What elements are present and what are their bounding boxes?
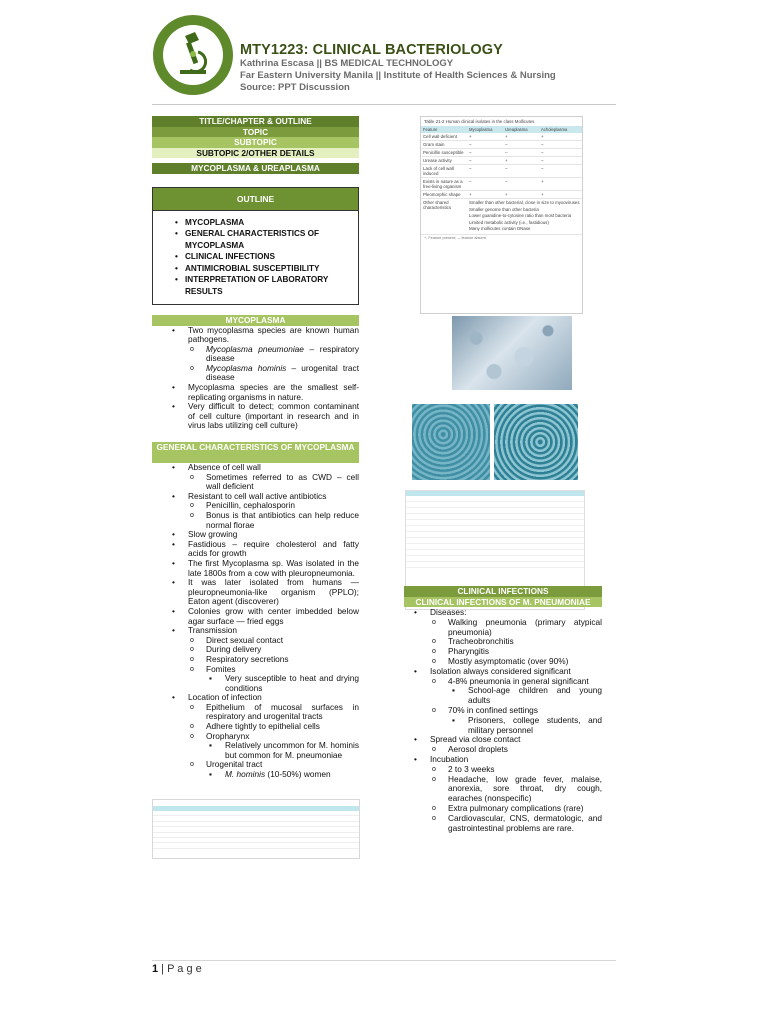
outline-item: • ANTIMICROBIAL SUSCEPTIBILITY — [175, 263, 320, 273]
table-thumbnail-bottom — [152, 799, 360, 859]
colony-image-b — [494, 404, 578, 480]
table-row: Penicillin susceptible – – – — [421, 149, 582, 157]
document-header — [240, 42, 556, 94]
list-item: • It was later isolated from humans — pleuropneumonia-like organism (PPLO); Eaton agent (discoverer) — [172, 577, 359, 607]
list-item: • Two mycoplasma species are known human pathogens. — [172, 324, 359, 345]
table-row: Lack of cell wall induced – – – — [421, 165, 582, 178]
list-item: o Headache, low grade fever, malaise, anorexia, sore throat, dry cough, earaches (nonspecific) — [432, 773, 602, 804]
mycoplasma-heading: MYCOPLASMA — [152, 315, 359, 326]
list-item: • Very difficult to detect; common contaminant of cell culture (important in research and in virus labs utilizing cell culture) — [172, 401, 359, 431]
list-item: ▪ M. hominis (10-50%) women — [209, 769, 331, 780]
list-item: o Direct sexual contact — [190, 634, 284, 645]
list-item: o During delivery — [190, 644, 262, 655]
clinical-subheading: CLINICAL INFECTIONS OF M. PNEUMONIAE — [404, 597, 602, 608]
source-line: Source: PPT Discussion — [240, 82, 350, 93]
outline-list — [153, 211, 358, 305]
list-item: o 2 to 3 weeks — [432, 763, 495, 774]
outline-item: • INTERPRETATION OF LABORATORY RESULTS — [175, 275, 329, 296]
list-item: o Aerosol droplets — [432, 744, 508, 755]
table-row: Urease activity – + – — [421, 157, 582, 165]
list-item: • Spread via close contact — [414, 734, 521, 745]
list-item: • Colonies grow with center imbedded below agar surface — fried eggs — [172, 605, 359, 626]
outline-item: • CLINICAL INFECTIONS — [175, 252, 275, 261]
table-row: Exists in nature as a free-living organism – – + — [421, 178, 582, 191]
header-divider — [152, 104, 616, 105]
right-column — [404, 586, 602, 833]
page-number: 1 | P a g e — [152, 963, 202, 975]
document-title: MYCOPLASMA & UREAPLASMA — [152, 163, 359, 174]
school-line: Far Eastern University Manila || Institute of Health Sciences & Nursing — [240, 70, 556, 81]
outline-item: • GENERAL CHARACTERISTICS OF MYCOPLASMA — [175, 229, 320, 250]
list-item: o Urogenital tract — [190, 759, 263, 770]
list-item: o Epithelium of mucosal surfaces in respiratory and urogenital tracts — [190, 701, 359, 722]
table-header: Feature Mycoplasma Ureaplasma Acholeplasma — [421, 126, 582, 133]
list-item: o Pharyngitis — [432, 646, 490, 657]
list-item: o Penicillin, cephalosporin — [190, 500, 296, 511]
list-item: o Extra pulmonary complications (rare) — [432, 802, 584, 813]
list-item: o 70% in confined settings — [432, 704, 538, 715]
author-line: Kathrina Escasa || BS MEDICAL TECHNOLOGY — [240, 58, 454, 69]
footer-divider — [152, 960, 616, 961]
list-item: ▪ Very susceptible to heat and drying conditions — [209, 673, 359, 693]
list-item: o Bonus is that antibiotics can help reduce normal florae — [190, 510, 359, 530]
list-item: o Mostly asymptomatic (over 90%) — [432, 655, 569, 666]
table-row: Gram stain – – – — [421, 141, 582, 149]
list-item: • Incubation — [414, 753, 469, 764]
list-item: o Tracheobronchitis — [432, 636, 514, 647]
outline-heading: OUTLINE — [153, 188, 358, 211]
general-section — [152, 463, 359, 780]
list-item: o Walking pneumonia (primary atypical pneumonia) — [432, 616, 602, 637]
course-logo — [152, 14, 234, 96]
list-item: • Diseases: — [414, 607, 467, 617]
list-item: o Adhere tightly to epithelial cells — [190, 721, 320, 732]
outline-box — [152, 187, 359, 306]
table-caption: Table 21-2 Human clinical isolates in the class Mollicutes — [424, 119, 535, 124]
mollicutes-table — [420, 116, 583, 314]
clinical-section — [404, 608, 602, 833]
outline-item: • MYCOPLASMA — [175, 217, 245, 227]
list-item: • The first Mycoplasma sp. Was isolated in the late 1800s from a cow with pleuropneumonia. — [172, 557, 359, 578]
list-item: • Mycoplasma species are the smallest self-replicating organisms in nature. — [172, 382, 359, 402]
table-row: Pleomorphic shape + + + — [421, 191, 582, 199]
mycoplasma-section — [152, 326, 359, 432]
legend-topic: TOPIC — [152, 127, 359, 138]
list-item: • Absence of cell wall — [172, 462, 261, 473]
course-title: MTY1223: CLINICAL BACTERIOLOGY — [240, 42, 503, 58]
colony-image-a — [412, 404, 490, 480]
table-row: Other shared characteristics Smaller than other bacterial, close in size to myxoviruses Smaller genome than other bacteria Lower guanidine-to-cytosine ratio than most bacteria Limited metabolic activity (i.e., fastidious) Many mollicutes contain DNase — [421, 199, 582, 235]
list-item: ▪ Relatively uncommon for M. hominis but common for M. pneumoniae — [209, 740, 359, 760]
left-column — [152, 116, 359, 780]
table-footnote: +, Feature present; –, feature absent. — [424, 235, 487, 240]
micrograph-image — [452, 316, 572, 390]
list-item: • Location of infection — [172, 692, 262, 703]
list-item: • Fastidious – require cholesterol and fatty acids for growth — [172, 538, 359, 559]
list-item: ▪ School-age children and young adults — [452, 685, 602, 706]
list-item: o Cardiovascular, CNS, dermatologic, and gastrointestinal problems are rare. — [432, 812, 602, 833]
list-item: • Isolation always considered significant — [414, 665, 571, 676]
general-heading: GENERAL CHARACTERISTICS OF MYCOPLASMA — [152, 442, 359, 463]
list-item: • Slow growing — [172, 529, 238, 540]
list-item: o Oropharynx — [190, 730, 250, 741]
list-item: ▪ Prisoners, college students, and military personnel — [452, 714, 602, 735]
list-item: • Transmission — [172, 625, 238, 636]
list-item: o 4-8% pneumonia in general significant — [432, 675, 589, 686]
legend-subtopic2: SUBTOPIC 2/OTHER DETAILS — [152, 148, 359, 159]
list-item: o Mycoplasma hominis – urogenital tract disease — [190, 362, 360, 383]
list-item: o Respiratory secretions — [190, 653, 289, 664]
list-item: o Fomites — [190, 663, 236, 674]
list-item: • Resistant to cell wall active antibiotics — [172, 490, 327, 501]
list-item: o Sometimes referred to as CWD – cell wall deficient — [190, 471, 359, 492]
list-item: o Mycoplasma pneumoniae – respiratory disease — [190, 343, 359, 364]
legend-title: TITLE/CHAPTER & OUTLINE — [152, 116, 359, 127]
legend-subtopic: SUBTOPIC — [152, 137, 359, 148]
clinical-heading: CLINICAL INFECTIONS — [404, 586, 602, 597]
table-row: Cell wall deficient + + + — [421, 133, 582, 141]
